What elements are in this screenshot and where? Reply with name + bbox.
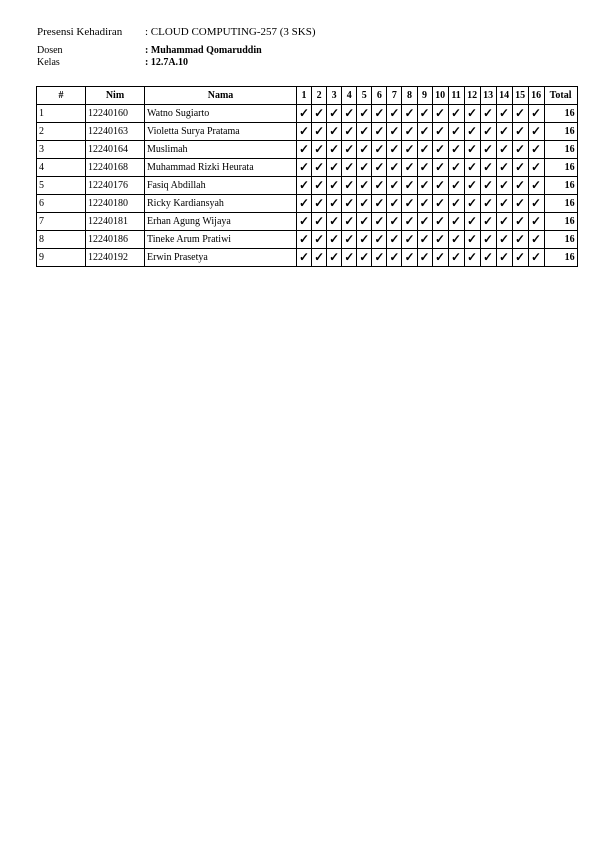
header-total: Total [544,87,577,105]
attendance-check-icon: ✓ [372,105,387,123]
student-nim: 12240192 [86,249,145,267]
attendance-total: 16 [544,231,577,249]
attendance-check-icon: ✓ [342,195,357,213]
header-meeting: 13 [480,87,496,105]
attendance-total: 16 [544,105,577,123]
attendance-check-icon: ✓ [432,177,448,195]
attendance-total: 16 [544,141,577,159]
attendance-total: 16 [544,195,577,213]
attendance-check-icon: ✓ [417,195,432,213]
attendance-check-icon: ✓ [448,195,464,213]
attendance-check-icon: ✓ [372,231,387,249]
attendance-check-icon: ✓ [464,123,480,141]
attendance-check-icon: ✓ [327,141,342,159]
attendance-check-icon: ✓ [297,141,312,159]
attendance-check-icon: ✓ [327,231,342,249]
attendance-check-icon: ✓ [512,231,528,249]
attendance-check-icon: ✓ [342,213,357,231]
student-nim: 12240176 [86,177,145,195]
table-row [37,159,578,177]
attendance-check-icon: ✓ [387,159,402,177]
attendance-check-icon: ✓ [372,249,387,267]
attendance-check-icon: ✓ [402,195,417,213]
attendance-check-icon: ✓ [372,123,387,141]
attendance-check-icon: ✓ [512,123,528,141]
row-number: 6 [37,195,86,213]
attendance-check-icon: ✓ [417,105,432,123]
attendance-check-icon: ✓ [480,213,496,231]
attendance-check-icon: ✓ [402,177,417,195]
table-row [37,123,578,141]
table-row [37,249,578,267]
attendance-check-icon: ✓ [312,249,327,267]
student-name: Erwin Prasetya [145,249,297,267]
attendance-check-icon: ✓ [512,195,528,213]
attendance-check-icon: ✓ [357,231,372,249]
table-row [37,231,578,249]
attendance-check-icon: ✓ [512,249,528,267]
attendance-check-icon: ✓ [464,249,480,267]
header-meeting: 11 [448,87,464,105]
attendance-check-icon: ✓ [402,123,417,141]
attendance-check-icon: ✓ [402,105,417,123]
attendance-check-icon: ✓ [528,213,544,231]
row-number: 4 [37,159,86,177]
attendance-check-icon: ✓ [432,195,448,213]
header-meeting: 12 [464,87,480,105]
attendance-check-icon: ✓ [327,123,342,141]
attendance-check-icon: ✓ [464,213,480,231]
student-nim: 12240164 [86,141,145,159]
header-meeting: 16 [528,87,544,105]
header-meeting: 7 [387,87,402,105]
title-label: Presensi Kehadiran [37,26,123,38]
attendance-check-icon: ✓ [464,195,480,213]
attendance-check-icon: ✓ [387,177,402,195]
header-meeting: 6 [372,87,387,105]
attendance-check-icon: ✓ [312,195,327,213]
table-row [37,213,578,231]
attendance-check-icon: ✓ [480,159,496,177]
row-number: 9 [37,249,86,267]
attendance-check-icon: ✓ [342,159,357,177]
attendance-check-icon: ✓ [297,195,312,213]
attendance-check-icon: ✓ [448,177,464,195]
attendance-check-icon: ✓ [496,141,512,159]
attendance-check-icon: ✓ [448,249,464,267]
attendance-check-icon: ✓ [342,123,357,141]
attendance-check-icon: ✓ [357,159,372,177]
attendance-check-icon: ✓ [297,123,312,141]
row-number: 3 [37,141,86,159]
attendance-check-icon: ✓ [312,177,327,195]
attendance-check-icon: ✓ [480,123,496,141]
header-meeting: 9 [417,87,432,105]
student-nim: 12240160 [86,105,145,123]
attendance-check-icon: ✓ [372,213,387,231]
attendance-check-icon: ✓ [432,141,448,159]
header-meeting: 15 [512,87,528,105]
attendance-check-icon: ✓ [417,177,432,195]
attendance-check-icon: ✓ [480,195,496,213]
attendance-check-icon: ✓ [496,195,512,213]
attendance-check-icon: ✓ [312,123,327,141]
attendance-check-icon: ✓ [402,213,417,231]
student-nim: 12240186 [86,231,145,249]
attendance-check-icon: ✓ [480,249,496,267]
attendance-check-icon: ✓ [496,177,512,195]
attendance-check-icon: ✓ [528,249,544,267]
attendance-check-icon: ✓ [402,141,417,159]
attendance-check-icon: ✓ [448,213,464,231]
table-row [37,177,578,195]
attendance-check-icon: ✓ [387,195,402,213]
info-block [37,45,262,69]
table-row [37,105,578,123]
attendance-check-icon: ✓ [312,213,327,231]
attendance-check-icon: ✓ [387,231,402,249]
student-nim: 12240180 [86,195,145,213]
attendance-check-icon: ✓ [432,213,448,231]
attendance-check-icon: ✓ [528,141,544,159]
attendance-check-icon: ✓ [372,141,387,159]
attendance-check-icon: ✓ [387,123,402,141]
attendance-check-icon: ✓ [464,231,480,249]
student-name: Muhammad Rizki Heurata [145,159,297,177]
attendance-check-icon: ✓ [297,177,312,195]
attendance-check-icon: ✓ [312,231,327,249]
attendance-total: 16 [544,213,577,231]
attendance-check-icon: ✓ [387,105,402,123]
table-body [37,105,578,267]
header-nama: Nama [145,87,297,105]
dosen-value: : Muhammad Qomaruddin [145,45,262,56]
student-nim: 12240168 [86,159,145,177]
attendance-check-icon: ✓ [372,159,387,177]
attendance-check-icon: ✓ [327,159,342,177]
attendance-check-icon: ✓ [417,249,432,267]
attendance-check-icon: ✓ [357,105,372,123]
student-name: Erhan Agung Wijaya [145,213,297,231]
attendance-check-icon: ✓ [464,105,480,123]
attendance-check-icon: ✓ [528,159,544,177]
student-name: Tineke Arum Pratiwi [145,231,297,249]
attendance-total: 16 [544,249,577,267]
attendance-check-icon: ✓ [480,105,496,123]
attendance-check-icon: ✓ [512,177,528,195]
attendance-check-icon: ✓ [480,231,496,249]
attendance-check-icon: ✓ [357,213,372,231]
attendance-table [36,86,578,267]
attendance-check-icon: ✓ [357,249,372,267]
attendance-check-icon: ✓ [464,159,480,177]
title-row [37,26,316,39]
attendance-check-icon: ✓ [387,141,402,159]
attendance-total: 16 [544,177,577,195]
student-name: Violetta Surya Pratama [145,123,297,141]
student-name: Fasiq Abdillah [145,177,297,195]
header-meeting: 8 [402,87,417,105]
attendance-check-icon: ✓ [432,105,448,123]
course-title: : CLOUD COMPUTING-257 (3 SKS) [145,26,316,38]
dosen-label: Dosen [37,45,63,56]
attendance-check-icon: ✓ [297,249,312,267]
attendance-check-icon: ✓ [297,105,312,123]
attendance-check-icon: ✓ [496,213,512,231]
kelas-value: : 12.7A.10 [145,57,189,68]
attendance-check-icon: ✓ [432,249,448,267]
attendance-check-icon: ✓ [417,213,432,231]
attendance-check-icon: ✓ [432,231,448,249]
attendance-check-icon: ✓ [327,195,342,213]
attendance-check-icon: ✓ [448,159,464,177]
attendance-check-icon: ✓ [342,105,357,123]
attendance-check-icon: ✓ [357,195,372,213]
header-meeting: 14 [496,87,512,105]
attendance-check-icon: ✓ [512,159,528,177]
student-nim: 12240163 [86,123,145,141]
attendance-check-icon: ✓ [402,249,417,267]
attendance-check-icon: ✓ [312,159,327,177]
attendance-check-icon: ✓ [327,177,342,195]
attendance-check-icon: ✓ [480,177,496,195]
row-number: 7 [37,213,86,231]
student-name: Ricky Kardiansyah [145,195,297,213]
attendance-total: 16 [544,159,577,177]
row-number: 5 [37,177,86,195]
dosen-row [37,45,262,57]
attendance-check-icon: ✓ [297,159,312,177]
attendance-check-icon: ✓ [342,249,357,267]
row-number: 8 [37,231,86,249]
table-row [37,195,578,213]
attendance-check-icon: ✓ [448,105,464,123]
attendance-check-icon: ✓ [372,195,387,213]
attendance-check-icon: ✓ [432,123,448,141]
attendance-check-icon: ✓ [528,231,544,249]
header-meeting: 2 [312,87,327,105]
attendance-check-icon: ✓ [297,213,312,231]
attendance-check-icon: ✓ [512,105,528,123]
attendance-check-icon: ✓ [417,123,432,141]
attendance-check-icon: ✓ [496,249,512,267]
header-meeting: 4 [342,87,357,105]
attendance-check-icon: ✓ [357,141,372,159]
attendance-check-icon: ✓ [464,177,480,195]
attendance-check-icon: ✓ [417,159,432,177]
attendance-check-icon: ✓ [480,141,496,159]
attendance-check-icon: ✓ [387,249,402,267]
attendance-check-icon: ✓ [312,105,327,123]
row-number: 1 [37,105,86,123]
attendance-check-icon: ✓ [342,141,357,159]
attendance-check-icon: ✓ [297,231,312,249]
attendance-check-icon: ✓ [327,213,342,231]
attendance-check-icon: ✓ [496,105,512,123]
attendance-check-icon: ✓ [417,231,432,249]
attendance-check-icon: ✓ [496,159,512,177]
attendance-check-icon: ✓ [432,159,448,177]
attendance-check-icon: ✓ [342,231,357,249]
attendance-check-icon: ✓ [312,141,327,159]
student-name: Watno Sugiarto [145,105,297,123]
attendance-check-icon: ✓ [387,213,402,231]
attendance-check-icon: ✓ [496,123,512,141]
attendance-check-icon: ✓ [528,105,544,123]
attendance-check-icon: ✓ [448,231,464,249]
attendance-check-icon: ✓ [528,195,544,213]
attendance-check-icon: ✓ [528,123,544,141]
kelas-label: Kelas [37,57,60,68]
attendance-check-icon: ✓ [357,123,372,141]
attendance-check-icon: ✓ [327,249,342,267]
attendance-check-icon: ✓ [402,231,417,249]
student-name: Muslimah [145,141,297,159]
attendance-check-icon: ✓ [327,105,342,123]
attendance-check-icon: ✓ [496,231,512,249]
header-meeting: 1 [297,87,312,105]
attendance-check-icon: ✓ [512,213,528,231]
row-number: 2 [37,123,86,141]
attendance-check-icon: ✓ [512,141,528,159]
attendance-total: 16 [544,123,577,141]
kelas-row [37,57,262,69]
attendance-check-icon: ✓ [464,141,480,159]
table-row [37,141,578,159]
header-meeting: 3 [327,87,342,105]
attendance-check-icon: ✓ [372,177,387,195]
attendance-check-icon: ✓ [357,177,372,195]
header-no: # [37,87,86,105]
header-nim: Nim [86,87,145,105]
attendance-check-icon: ✓ [417,141,432,159]
attendance-check-icon: ✓ [448,123,464,141]
header-meeting: 10 [432,87,448,105]
header-meeting: 5 [357,87,372,105]
attendance-check-icon: ✓ [342,177,357,195]
student-nim: 12240181 [86,213,145,231]
table-header-row [37,87,578,105]
attendance-check-icon: ✓ [448,141,464,159]
attendance-check-icon: ✓ [528,177,544,195]
document-header [37,26,316,39]
attendance-check-icon: ✓ [402,159,417,177]
